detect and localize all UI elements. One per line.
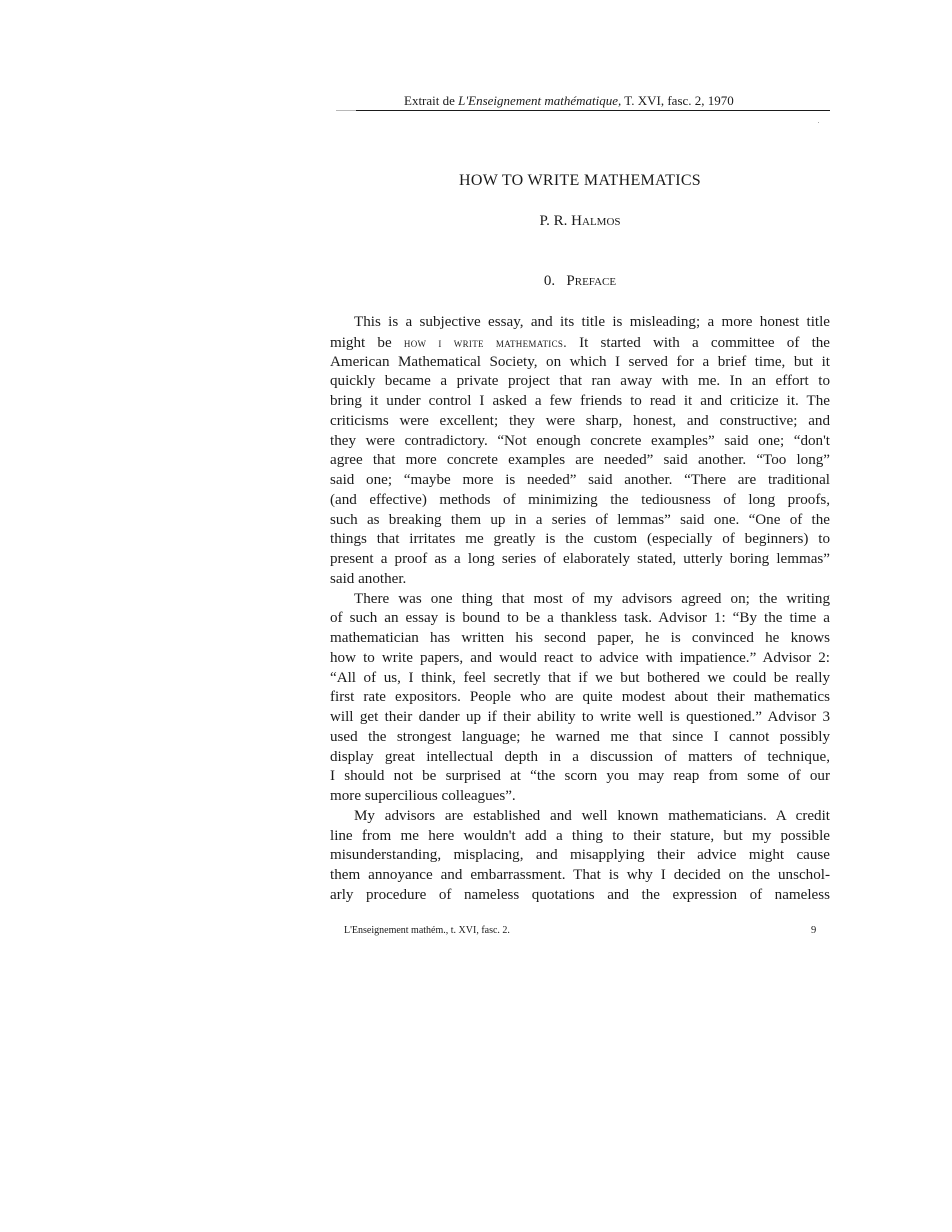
text-line: said one; “maybe more is needed” said another. “There are traditional xyxy=(330,472,830,488)
text-line: will get their dander up if their ability to write well is questioned.” Advisor 3 xyxy=(330,709,830,725)
text-line: such as breaking them up in a series of lemmas” said one. “One of the xyxy=(330,511,830,528)
text-line: bring it under control I asked a few friends to read it and criticize it. The xyxy=(330,393,830,409)
footer-journal-ref: L'Enseignement mathém., t. XVI, fasc. 2. xyxy=(344,925,510,936)
text-line: present a proof as a long series of elaborately stated, utterly boring lemmas” xyxy=(330,551,830,567)
running-header xyxy=(404,93,829,109)
section-number: 0. xyxy=(543,273,556,289)
text-line: used the strongest language; he warned me that since I cannot possibly xyxy=(330,728,830,745)
section-name: Preface xyxy=(566,273,617,289)
text-line: criticisms were excellent; they were sharp, honest, and constructive; and xyxy=(330,412,830,429)
body-text xyxy=(330,313,830,906)
text-line: arly procedure of nameless quotations and the expression of nameless xyxy=(330,886,830,903)
text-segment: might be xyxy=(330,334,404,351)
text-line: quickly became a private project that ran away with me. In an effort to xyxy=(330,373,830,390)
text-line: My advisors are established and well known mathematicians. A credit xyxy=(354,807,830,824)
text-line: more supercilious colleagues”. xyxy=(330,788,516,804)
header-volume: T. XVI, fasc. 2, 1970 xyxy=(621,93,734,108)
text-line: This is a subjective essay, and its title is misleading; a more honest title xyxy=(354,314,830,330)
header-rule-faint xyxy=(336,110,358,111)
text-segment: It started with a committee of the xyxy=(566,334,830,351)
header-prefix: Extrait de xyxy=(404,93,459,108)
page-speck xyxy=(818,122,819,123)
text-line: first rate expositors. People who are quite modest about their mathematics xyxy=(330,689,830,706)
text-line: I should not be surprised at “the scorn you may reap from some of our xyxy=(330,768,830,785)
text-line: (and effective) methods of minimizing the tediousness of long proofs, xyxy=(330,491,830,508)
text-line xyxy=(330,333,830,353)
article-author: P. R. Halmos xyxy=(539,213,621,229)
page-number: 9 xyxy=(811,925,817,936)
text-line: them annoyance and embarrassment. That is why I decided on the unschol- xyxy=(330,867,830,883)
article-title: HOW TO WRITE MATHEMATICS xyxy=(458,172,702,189)
header-journal: L'Enseignement mathématique, xyxy=(458,93,622,108)
text-line: of such an essay is bound to be a thankless task. Advisor 1: “By the time a xyxy=(330,610,830,627)
text-line: misunderstanding, misplacing, and misapplying their advice might cause xyxy=(330,847,830,864)
text-line: “All of us, I think, feel secretly that if we but bothered we could be really xyxy=(330,669,830,686)
text-line: agree that more concrete examples are needed” said another. “Too long” xyxy=(330,452,830,469)
section-heading xyxy=(330,273,830,290)
header-rule xyxy=(356,110,830,111)
text-line: things that irritates me greatly is the custom (especially of beginners) to xyxy=(330,531,830,548)
text-line: American Mathematical Society, on which I served for a brief time, but it xyxy=(330,353,830,370)
text-line: line from me here wouldn't add a thing to their stature, but my possible xyxy=(330,827,830,844)
text-line: they were contradictory. “Not enough concrete examples” said one; “don't xyxy=(330,432,830,449)
text-line: display great intellectual depth in a discussion of matters of technique, xyxy=(330,748,830,765)
text-line: said another. xyxy=(330,570,407,587)
text-line: There was one thing that most of my advisors agreed on; the writing xyxy=(354,590,830,607)
text-line: how to write papers, and would react to advice with impatience.” Advisor 2: xyxy=(330,649,830,666)
small-caps-title: how i write mathematics. xyxy=(403,334,567,350)
text-line: mathematician has written his second paper, he is convinced he knows xyxy=(330,630,830,646)
